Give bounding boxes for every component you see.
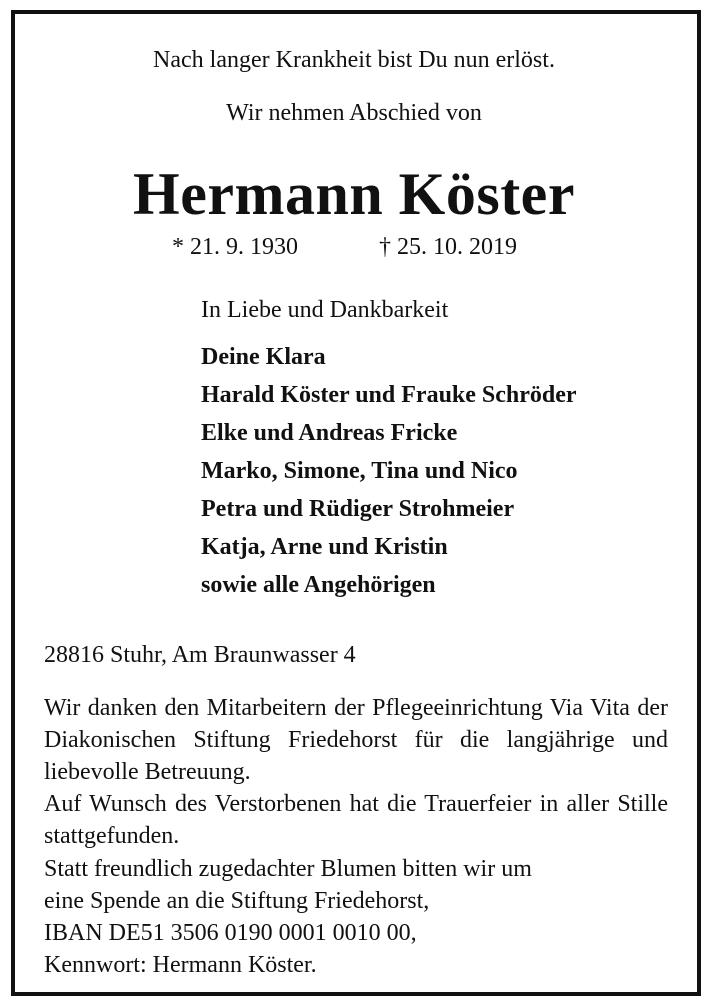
mourner-item: sowie alle Angehörigen [201, 572, 436, 598]
death-date: † 25. 10. 2019 [379, 234, 517, 260]
mourner-list [201, 343, 681, 603]
mourner-item: Elke und Andreas Fricke [201, 420, 458, 446]
funeral-paragraph: Auf Wunsch des Verstorbenen hat die Trauerfeier in aller Stille stattgefunden. [44, 791, 668, 849]
donation-block [44, 853, 532, 981]
mourner-item: Harald Köster und Frauke Schröder [201, 382, 577, 408]
love-line: In Liebe und Dankbarkeit [201, 297, 449, 323]
donation-line: eine Spende an die Stiftung Friedehorst, [44, 888, 430, 914]
mourner-item: Deine Klara [201, 344, 326, 370]
birth-date: * 21. 9. 1930 [172, 234, 298, 260]
intro-line-2: Wir nehmen Abschied von [226, 100, 482, 126]
thanks-paragraph: Wir danken den Mitarbeitern der Pflegeeinrichtung Via Vita der Diakonischen Stiftung Friedehorst für die langjährige und liebevolle Betreuung. [44, 695, 668, 785]
address: 28816 Stuhr, Am Braunwasser 4 [44, 642, 356, 668]
mourner-item: Katja, Arne und Kristin [201, 534, 448, 560]
intro-line-1: Nach langer Krankheit bist Du nun erlöst. [153, 47, 555, 73]
mourner-item: Marko, Simone, Tina und Nico [201, 458, 518, 484]
donation-line: Statt freundlich zugedachter Blumen bitten wir um [44, 856, 532, 882]
keyword-line: Kennwort: Hermann Köster. [44, 952, 317, 978]
mourner-item: Petra und Rüdiger Strohmeier [201, 496, 515, 522]
deceased-name: Hermann Köster [133, 161, 575, 227]
iban-line: IBAN DE51 3506 0190 0001 0010 00, [44, 920, 417, 946]
